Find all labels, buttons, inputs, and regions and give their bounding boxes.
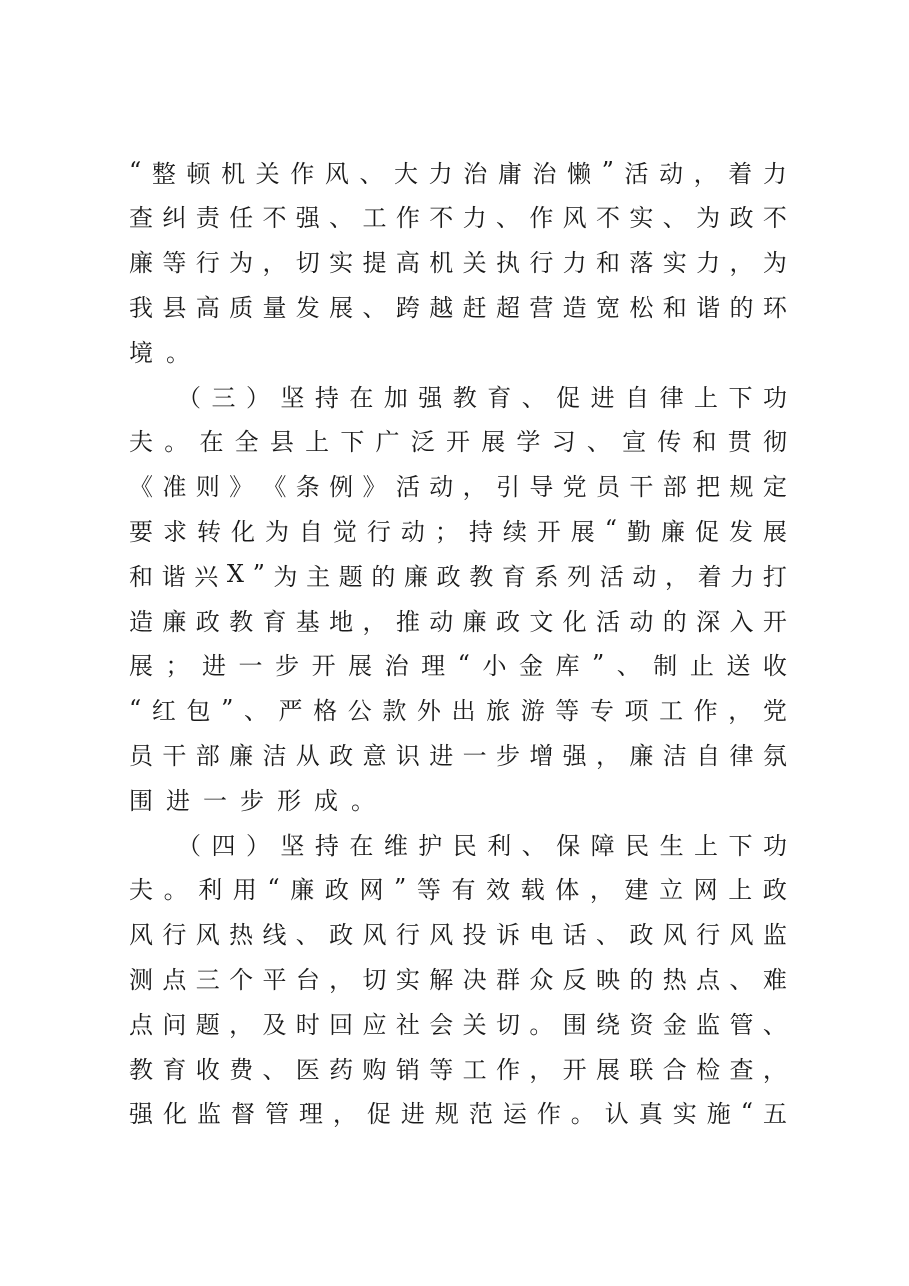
text-line: 造 廉 政 教 育 基 地 ， 推 动 廉 政 文 化 活 动 的 深 入 开: [129, 607, 787, 636]
text-line: “ 红 包 ” 、 严 格 公 款 外 出 旅 游 等 专 项 工 作 ， 党: [129, 694, 787, 726]
text-line: 展 ； 进 一 步 开 展 治 理 “ 小 金 库 ” 、 制 止 送 收: [129, 649, 787, 681]
text-line: 廉 等 行 为 ， 切 实 提 高 机 关 执 行 力 和 落 实 力 ， 为: [129, 249, 787, 278]
text-line: 要 求 转 化 为 自 觉 行 动 ； 持 续 开 展 “ 勤 廉 促 发 展: [129, 515, 787, 546]
text-line: 围 进 一 步 形 成 。: [129, 786, 388, 815]
text-line: 夫 。 在 全 县 上 下 广 泛 开 展 学 习 、 宣 传 和 贯 彻: [129, 428, 787, 457]
text-line: 教 育 收 费 、 医 药 购 销 等 工 作 ， 开 展 联 合 检 查 ，: [129, 1055, 787, 1084]
text-line: 风 行 风 热 线 、 政 风 行 风 投 诉 电 话 、 政 风 行 风 监: [129, 921, 787, 950]
text-line: （ 四 ） 坚 持 在 维 护 民 利 、 保 障 民 生 上 下 功: [177, 831, 787, 860]
text-line: 境 。: [129, 338, 203, 367]
text-line: 测 点 三 个 平 台 ， 切 实 解 决 群 众 反 映 的 热 点 、 难: [129, 965, 787, 994]
text-line: 查 纠 责 任 不 强 、 工 作 不 力 、 作 风 不 实 、 为 政 不: [129, 204, 787, 233]
text-line: 我 县 高 质 量 发 展 、 跨 越 赶 超 营 造 宽 松 和 谐 的 环: [129, 293, 787, 322]
text-line: 《 准 则 》 《 条 例 》 活 动 ， 引 导 党 员 干 部 把 规 定: [129, 473, 787, 502]
text-line: （ 三 ） 坚 持 在 加 强 教 育 、 促 进 自 律 上 下 功: [177, 383, 787, 412]
text-line: 点 问 题 ， 及 时 回 应 社 会 关 切 。 围 绕 资 金 监 管 、: [129, 1010, 787, 1039]
text-line: 夫 。 利 用 “ 廉 政 网 ” 等 有 效 载 体 ， 建 立 网 上 政: [129, 873, 787, 905]
text-line: 员 干 部 廉 洁 从 政 意 识 进 一 步 增 强 ， 廉 洁 自 律 氛: [129, 741, 787, 770]
text-line: 和 谐 兴 X ” 为 主 题 的 廉 政 教 育 系 列 活 动 ， 着 力 打: [129, 560, 787, 591]
text-line: “ 整 顿 机 关 作 风 、 大 力 治 庸 治 懒 ” 活 动 ， 着 力: [129, 157, 787, 188]
text-line: 强 化 监 督 管 理 ， 促 进 规 范 运 作 。 认 真 实 施 “ 五: [129, 1097, 787, 1129]
